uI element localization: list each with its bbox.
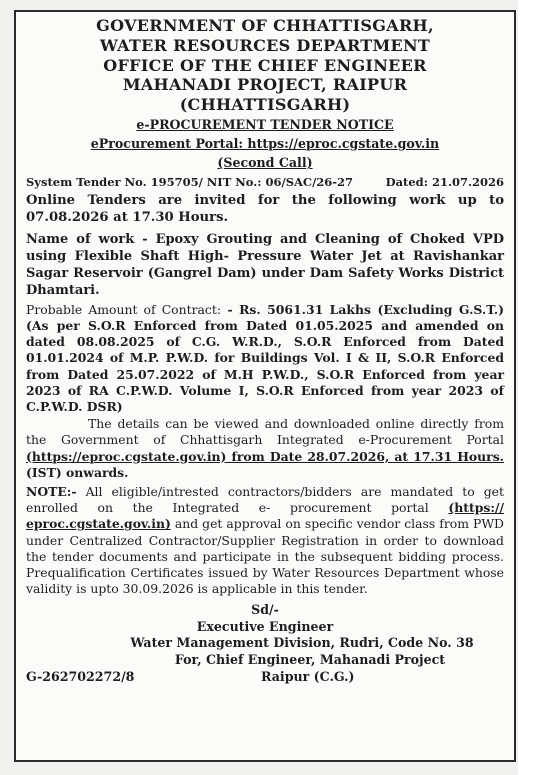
portal-link[interactable]: eProcurement Portal: https://eproc.cgstate.gov.in <box>90 135 440 151</box>
details-paragraph <box>26 416 504 481</box>
note-paragraph <box>26 484 504 597</box>
signature-bottom-row <box>26 668 504 685</box>
amount-value: - Rs. 5061.31 Lakhs (Excluding G.S.T.) (As per S.O.R Enforced from Dated 01.05.2025 and amended on dated 08.08.2025 of C.G. W.R.D., S.O.R Enforced from Dated 01.01.2024 of M.P. P.W.D. for Buildings Vol. I & II, S.O.R Enforced from Dated 25.07.2022 of M.H P.W.D., S.O.R Enforced from year 2023 of RA C.P.W.D. Volume I, S.O.R Enforced from year 2023 of C.P.W.D. DSR) <box>26 301 504 415</box>
signature-place: Raipur (C.G.) <box>261 669 355 685</box>
notice-reference-number: G-262702272/8 <box>26 669 135 685</box>
details-end: (IST) onwards. <box>26 464 129 480</box>
header-line: (CHHATTISGARH) <box>179 95 351 115</box>
signature-division: Water Management Division, Rudri, Code No. 38 <box>130 635 474 651</box>
header-line: WATER RESOURCES DEPARTMENT <box>99 35 431 55</box>
signature-sd: Sd/- <box>251 602 279 618</box>
details-text: The details can be viewed and downloaded online directly from the Government of Chhattisgarh Integrated e-Procurement Portal <box>26 416 504 448</box>
note-label: NOTE:- <box>26 484 77 500</box>
signature-for-line: For, Chief Engineer, Mahanadi Project <box>174 651 446 667</box>
header-line: OFFICE OF THE CHIEF ENGINEER <box>103 55 427 75</box>
tender-date: Dated: 21.07.2026 <box>385 174 504 189</box>
online-tender-statement: Online Tenders are invited for the following work up to 07.08.2026 at 17.30 Hours. <box>26 192 504 226</box>
header-line: MAHANADI PROJECT, RAIPUR <box>122 75 408 95</box>
notice-title: e-PROCUREMENT TENDER NOTICE <box>136 116 394 132</box>
note-text-continued: and get approval on specific vendor class from PWD under Centralized Contractor/Supplier Registration in order to download the tender documents and participate in the subsequent bidding process. Prequalification Certificates issued by Water Resources Department whose validity is upto 30.09.2026 is applicable in this tender. <box>26 516 504 597</box>
tender-number: System Tender No. 195705/ NIT No.: 06/SAC/26-27 <box>26 174 354 189</box>
contract-amount <box>26 302 504 415</box>
notice-header <box>26 16 504 115</box>
work-name: Name of work - Epoxy Grouting and Cleaning of Choked VPD using Flexible Shaft High- Pressure Water Jet at Ravishankar Sagar Reservoir (Gangrel Dam) under Dam Safety Works District Dhamtari. <box>26 231 504 298</box>
amount-label: Probable Amount of Contract: <box>26 301 222 317</box>
page-edge <box>518 0 537 775</box>
note-text: All eligible/intrested contractors/bidders are mandated to get enrolled on the Integrated e- procurement portal <box>26 484 504 516</box>
tender-reference-line <box>26 174 504 190</box>
tender-notice <box>14 10 516 762</box>
details-portal-link[interactable]: (https://eproc.cgstate.gov.in) from Date 28.07.2026, at 17.31 Hours. <box>26 448 504 464</box>
note-portal-link[interactable]: (https:// eproc.cgstate.gov.in) <box>26 500 504 532</box>
signature-designation: Executive Engineer <box>196 618 334 634</box>
call-label: (Second Call) <box>217 154 313 170</box>
header-line: GOVERNMENT OF CHHATTISGARH, <box>96 16 434 35</box>
